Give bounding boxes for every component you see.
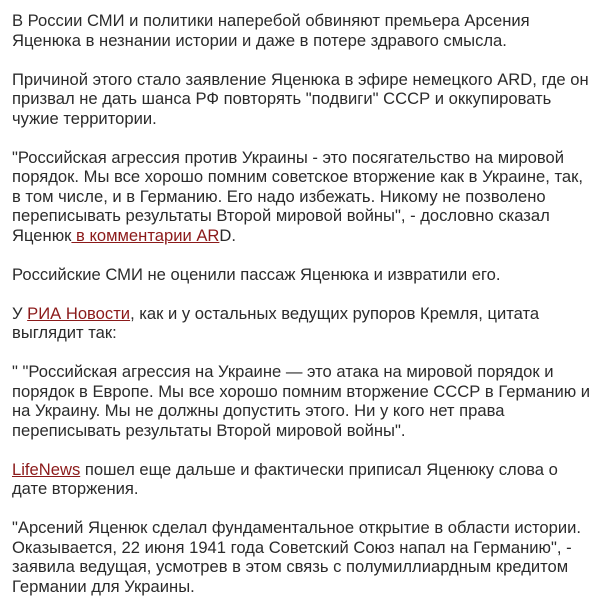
- ard-comment-link[interactable]: в комментарии AR: [71, 225, 220, 245]
- paragraph-quote-ria: [12, 362, 592, 440]
- paragraph-reason-text: Причиной этого стало заявление Яценюка в эфире немецкого ARD, где он призвал не дать шанса РФ повторять "подвиги" СССР и оккупировать чужие территории.: [12, 69, 589, 128]
- paragraph-ria: [12, 304, 592, 343]
- quote-lifenews-text: "Арсений Яценюк сделал фундаментальное открытие в области истории. Оказывается, 22 июня 1941 года Советский Союз напал на Германию", - заявила ведущая, усмотрев в этом связь с полумиллиардным кредитом Германии для Украины.: [12, 518, 582, 596]
- ria-suffix: , как и у остальных ведущих рупоров Кремля, цитата выглядит так:: [12, 303, 540, 342]
- ria-novosti-link[interactable]: РИА Новости: [27, 303, 131, 323]
- lifenews-suffix: пошел еще дальше и фактически приписал Яценюку слова о дате вторжения.: [12, 459, 558, 498]
- paragraph-intro-text: В России СМИ и политики наперебой обвиняют премьера Арсения Яценюка в незнании истории и даже в потере здравого смысла.: [12, 11, 530, 50]
- article-body: [12, 11, 592, 616]
- paragraph-lifenews: [12, 460, 592, 499]
- paragraph-reason: [12, 70, 592, 129]
- quote-ria-text: " "Российская агрессия на Украине — это атака на мировой порядок и порядок в Европе. Мы все хорошо помним вторжение СССР в Германию и на Украину. Мы не должны допустить этого. Ни у кого нет права переписывать результаты Второй мировой войны".: [12, 362, 591, 440]
- paragraph-quote-lifenews: [12, 518, 592, 596]
- quote-original-text: "Российская агрессия против Украины - это посягательство на мировой порядок. Мы все хорошо помним советское вторжение как в Украине, так, в том числе, и в Германию. Его надо избежать. Никому не позволено переписывать результаты Второй мировой войны", - дословно сказал Яценюк: [12, 147, 584, 245]
- paragraph-quote-original: [12, 148, 592, 246]
- quote-original-tail: D.: [219, 225, 236, 245]
- ria-prefix: У: [12, 303, 28, 323]
- paragraph-media-reaction: [12, 265, 592, 285]
- paragraph-intro: [12, 11, 592, 50]
- paragraph-media-reaction-text: Российские СМИ не оценили пассаж Яценюка и извратили его.: [12, 264, 501, 284]
- lifenews-link[interactable]: LifeNews: [12, 459, 81, 479]
